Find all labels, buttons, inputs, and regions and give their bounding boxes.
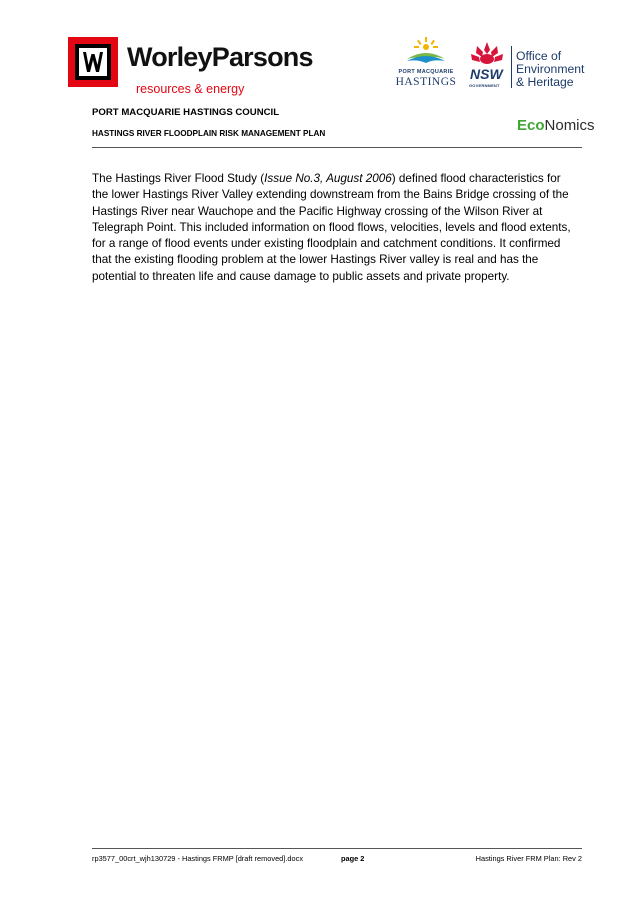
office-environment-heritage-text: Office of Environment & Heritage <box>516 49 585 89</box>
footer-document-title: Hastings River FRM Plan: Rev 2 <box>475 854 582 863</box>
port-macquarie-text: PORT MACQUARIE <box>398 69 454 75</box>
footer-filename: rp3577_00crt_wjh130729 - Hastings FRMP [draft removed].docx <box>92 854 304 863</box>
hastings-text: HASTINGS <box>395 76 457 88</box>
body-text-start: The Hastings River Flood Study ( <box>92 172 265 185</box>
logo-divider <box>511 46 512 88</box>
worleyparsons-logo-icon <box>68 37 118 87</box>
economics-logo <box>517 117 595 134</box>
w-mark-icon <box>75 44 111 80</box>
body-text-italic-reference: Issue No.3, August 2006 <box>264 172 392 185</box>
economics-nomics: Nomics <box>544 117 595 134</box>
nsw-text: NSW <box>470 66 503 82</box>
body-text-rest: ) defined flood characteristics for the lower Hastings River Valley extending downstream from the Bains Bridge crossing of the Hastings River near Wauchope and the Pacific Highway crossing of the Wilson River at Telegraph Point. This included information on flood flows, velocities, levels and flood extents, for a range of flood events under existing floodplain and catchment conditions. It confirmed that the existing flooding problem at the lower Hastings River valley is real and has the potential to threaten life and cause damage to public assets and private property. <box>92 172 571 283</box>
footer-rule <box>92 848 582 849</box>
worleyparsons-tagline: resources & energy <box>136 82 245 96</box>
worleyparsons-wordmark: WorleyParsons <box>127 42 313 72</box>
plan-title: HASTINGS RIVER FLOODPLAIN RISK MANAGEMENT PLAN <box>92 129 326 138</box>
nsw-government-text: GOVERNMENT <box>469 83 500 88</box>
footer-page-number: page 2 <box>341 854 365 863</box>
header-rule <box>92 147 582 148</box>
economics-eco: Eco <box>517 117 545 134</box>
council-title: PORT MACQUARIE HASTINGS COUNCIL <box>92 107 280 118</box>
body-paragraph <box>92 171 572 285</box>
